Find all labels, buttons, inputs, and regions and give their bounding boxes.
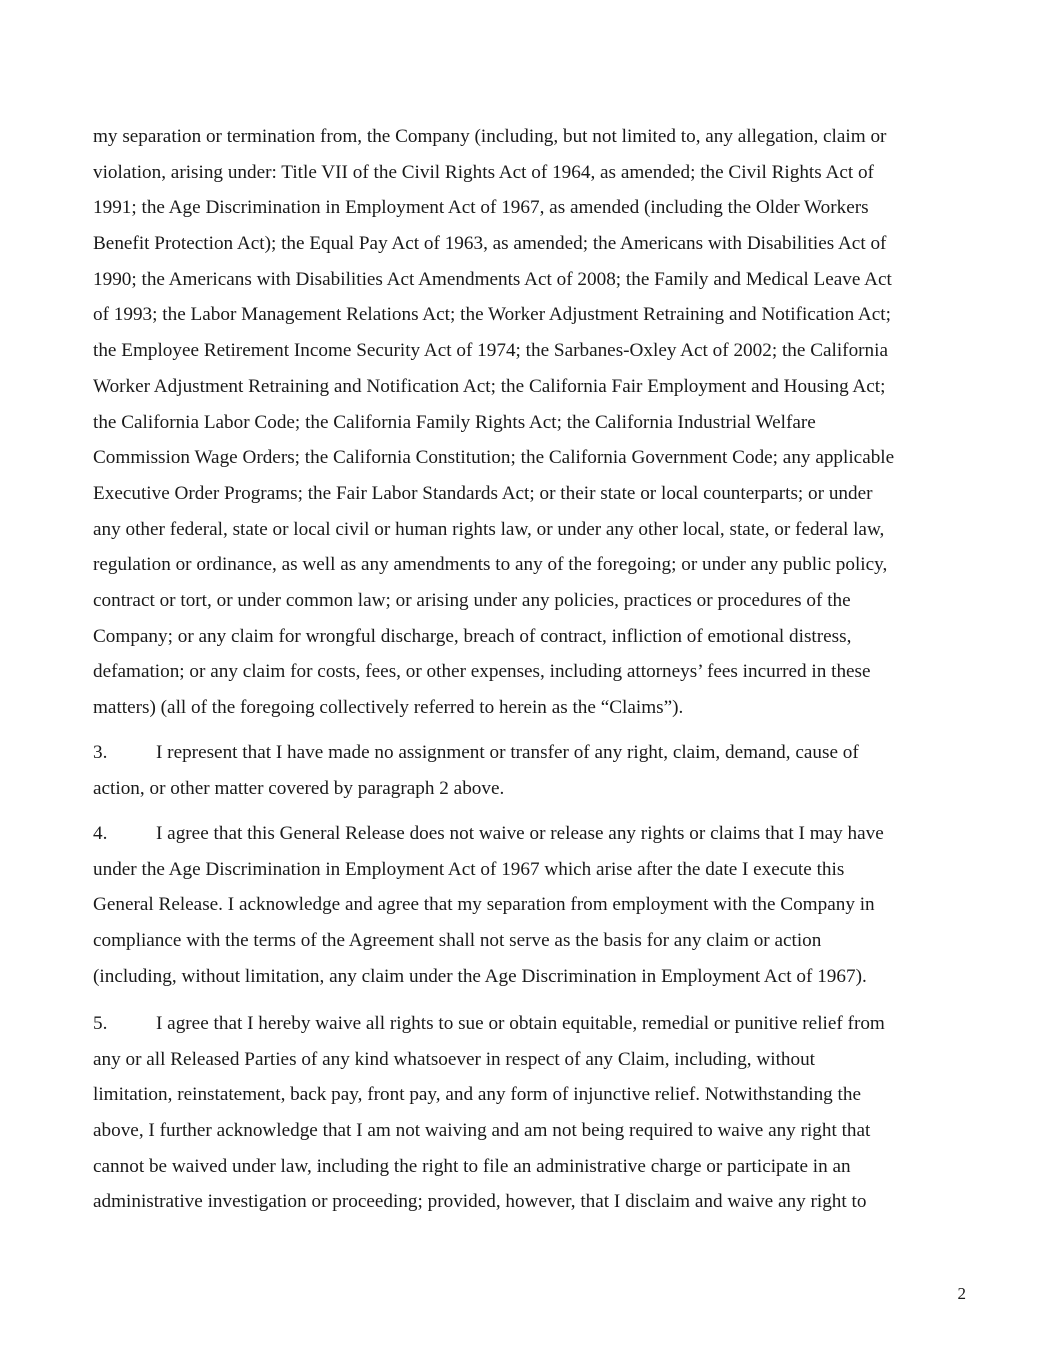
page-number: 2: [957, 1284, 966, 1303]
text-line: [93, 1006, 968, 1042]
paragraph-3: [93, 735, 968, 806]
paragraph-4: [93, 816, 968, 994]
text-line: administrative investigation or proceeding; provided, however, that I disclaim and waive any right to: [93, 1191, 867, 1213]
text-line: under the Age Discrimination in Employment Act of 1967 which arise after the date I execute this: [93, 858, 845, 880]
text-line: Benefit Protection Act); the Equal Pay Act of 1963, as amended; the Americans with Disabilities Act of: [93, 233, 887, 255]
text-line: violation, arising under: Title VII of the Civil Rights Act of 1964, as amended; the Civil Rights Act of: [93, 161, 874, 183]
text-line: above, I further acknowledge that I am not waiving and am not being required to waive any right that: [93, 1120, 871, 1142]
paragraph-number: 5.: [93, 1013, 108, 1034]
paragraph-number: 4.: [93, 823, 108, 844]
text-line: Worker Adjustment Retraining and Notification Act; the California Fair Employment and Housing Act;: [93, 375, 886, 397]
text-line: Executive Order Programs; the Fair Labor Standards Act; or their state or local counterparts; or under: [93, 482, 873, 504]
text-line: limitation, reinstatement, back pay, front pay, and any form of injunctive relief. Notwithstanding the: [93, 1084, 861, 1106]
paragraph-text: I agree that I hereby waive all rights to sue or obtain equitable, remedial or punitive relief from: [156, 1013, 885, 1034]
paragraph-text: I agree that this General Release does not waive or release any rights or claims that I may have: [156, 823, 884, 844]
paragraph-text: I represent that I have made no assignment or transfer of any right, claim, demand, cause of: [156, 742, 859, 763]
text-line: (including, without limitation, any claim under the Age Discrimination in Employment Act of 1967).: [93, 965, 867, 987]
text-line: 1990; the Americans with Disabilities Act Amendments Act of 2008; the Family and Medical Leave Act: [93, 268, 892, 290]
text-line: [93, 735, 968, 771]
text-line: defamation; or any claim for costs, fees, or other expenses, including attorneys’ fees incurred in these: [93, 661, 871, 683]
text-line: regulation or ordinance, as well as any amendments to any of the foregoing; or under any public policy,: [93, 554, 888, 576]
text-line: General Release. I acknowledge and agree that my separation from employment with the Company in: [93, 894, 875, 916]
text-line: action, or other matter covered by paragraph 2 above.: [93, 777, 505, 799]
text-line: the California Labor Code; the California Family Rights Act; the California Industrial Welfare: [93, 411, 816, 433]
text-line: contract or tort, or under common law; or arising under any policies, practices or procedures of the: [93, 589, 851, 611]
text-line: my separation or termination from, the Company (including, but not limited to, any allegation, claim or: [93, 126, 887, 147]
text-line: the Employee Retirement Income Security Act of 1974; the Sarbanes-Oxley Act of 2002; the California: [93, 340, 888, 362]
text-line: any other federal, state or local civil or human rights law, or under any other local, state, or federal law,: [93, 518, 885, 540]
text-line: any or all Released Parties of any kind whatsoever in respect of any Claim, including, without: [93, 1048, 816, 1070]
text-line: matters) (all of the foregoing collectively referred to herein as the “Claims”).: [93, 697, 684, 718]
text-line: 1991; the Age Discrimination in Employment Act of 1967, as amended (including the Older Workers: [93, 197, 869, 219]
text-line: Commission Wage Orders; the California Constitution; the California Government Code; any applicable: [93, 447, 895, 469]
paragraph-2-continuation: [93, 119, 968, 726]
text-line: compliance with the terms of the Agreement shall not serve as the basis for any claim or action: [93, 930, 822, 952]
text-line: of 1993; the Labor Management Relations Act; the Worker Adjustment Retraining and Notification Act;: [93, 304, 891, 326]
paragraph-number: 3.: [93, 742, 108, 763]
text-line: Company; or any claim for wrongful discharge, breach of contract, infliction of emotional distress,: [93, 625, 852, 647]
text-line: [93, 816, 968, 852]
text-line: cannot be waived under law, including the right to file an administrative charge or participate in an: [93, 1155, 851, 1177]
paragraph-5: [93, 1006, 968, 1220]
